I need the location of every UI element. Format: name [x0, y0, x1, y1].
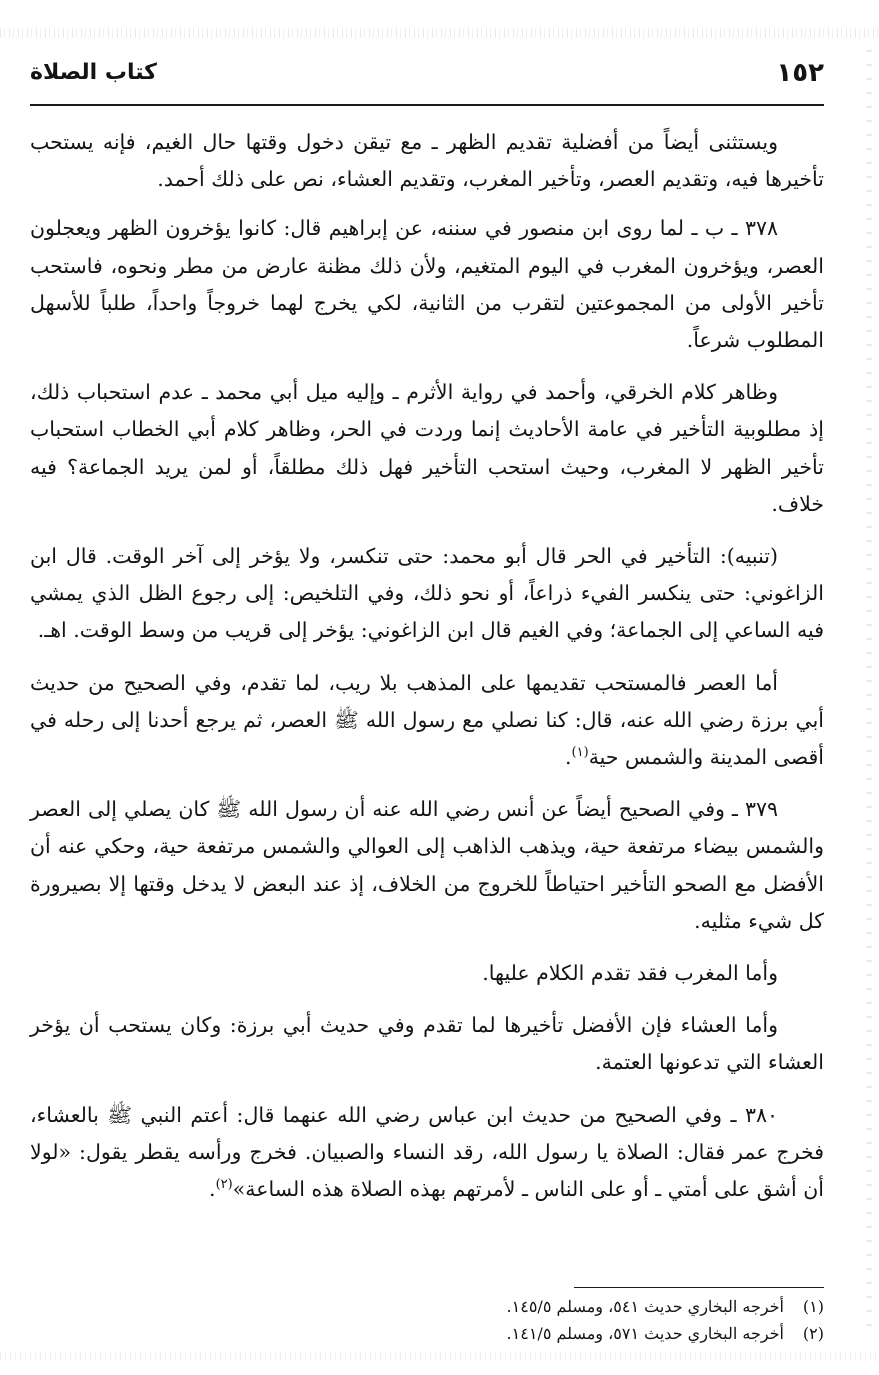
paragraph-text: (تنبيه): التأخير في الحر قال أبو محمد: حتى تنكسر، ولا يؤخر إلى آخر الوقت. قال ابن الزاغوني: حتى ينكسر الفيء ذراعاً، أو نحو ذلك، وفي التلخيص: إلى رجوع الظل الذي يمشي فيه الساعي إلى الجماعة؛ وفي الغيم قال ابن الزاغوني: يؤخر إلى قريب من وسط الوقت. اهـ. — [30, 544, 824, 643]
paragraph — [30, 124, 824, 198]
paragraph — [30, 1007, 824, 1081]
page-number: ١٥٢ — [776, 58, 824, 88]
footnote-rule — [574, 1287, 824, 1288]
scan-noise-top — [0, 28, 879, 38]
paragraph-text: وظاهر كلام الخرقي، وأحمد في رواية الأثرم ـ وإليه ميل أبي محمد ـ عدم استحباب ذلك، إذ مطلوبية التأخير في عامة الأحاديث إنما وردت في الحر، وظاهر كلام أبي الخطاب استحباب تأخير الظهر لا المغرب، وحيث استحب التأخير فهل ذلك مطلقاً، أو لمن يريد الجماعة؟ فيه خلاف. — [30, 380, 824, 516]
footnote-mark: (١) — [802, 1297, 824, 1316]
paragraph-tail: . — [209, 1177, 216, 1202]
paragraph — [30, 791, 824, 940]
footnote-mark: (٢) — [802, 1324, 824, 1343]
paragraph-text: ٣٧٨ ـ ب ـ لما روى ابن منصور في سننه، عن إبراهيم قال: كانوا يؤخرون الظهر ويعجلون العصر، ويؤخرون المغرب في اليوم المتغيم، ولأن ذلك مظنة عارض من مطر ونحوه، فاستحب تأخير الأولى من المجموعتين لتقرب من الثانية، لكي يخرج لهما خروجاً واحداً، طلباً للأسهل المطلوب شرعاً. — [30, 216, 824, 353]
paragraph — [30, 374, 824, 523]
paragraph — [30, 955, 824, 992]
footnote — [30, 1320, 824, 1347]
paragraph-text: ٣٨٠ ـ وفي الصحيح من حديث ابن عباس رضي الله عنهما قال: أعتم النبي ﷺ بالعشاء، فخرج عمر فقال: الصلاة يا رسول الله، رقد النساء والصبيان. فخرج ورأسه يقطر يقول: «لولا أن أشق على أمتي ـ أو على الناس ـ لأمرتهم بهذه الصلاة هذه الساعة» — [30, 1102, 824, 1202]
footnotes — [30, 1293, 824, 1347]
footnote-text: أخرجه البخاري حديث ٥٧١، ومسلم ١٤١/٥. — [506, 1324, 784, 1343]
scan-noise-bottom — [0, 1352, 879, 1360]
paragraph-text: وأما العشاء فإن الأفضل تأخيرها لما تقدم وفي حديث أبي برزة: وكان يستحب أن يؤخر العشاء التي تدعونها العتمة. — [30, 1013, 824, 1075]
footnote-text: أخرجه البخاري حديث ٥٤١، ومسلم ١٤٥/٥. — [506, 1297, 784, 1316]
paragraph — [30, 210, 824, 359]
paragraph-text: ٣٧٩ ـ وفي الصحيح أيضاً عن أنس رضي الله عنه أن رسول الله ﷺ كان يصلي إلى العصر والشمس بيضاء مرتفعة حية، ويذهب الذاهب إلى العوالي والشمس مرتفعة حية، وحكي عنه أن الأفضل مع الصحو التأخير احتياطاً للخروج من الخلاف، إذ عند البعض لا يدخل وقتها إلا بصيرورة كل شيء مثليه. — [30, 797, 824, 933]
paragraph-text: ويستثنى أيضاً من أفضلية تقديم الظهر ـ مع تيقن دخول وقتها حال الغيم، فإنه يستحب تأخيرها فيه، وتقديم العصر، وتأخير المغرب، وتقديم العشاء، نص على ذلك أحمد. — [30, 130, 824, 192]
running-title: كتاب الصلاة — [30, 60, 157, 85]
body-text — [30, 124, 824, 1223]
page-header — [30, 58, 824, 98]
paragraph-tail: . — [565, 745, 572, 770]
paragraph-text: أما العصر فالمستحب تقديمها على المذهب بلا ريب، لما تقدم، وفي الصحيح من حديث أبي برزة رضي الله عنه، قال: كنا نصلي مع رسول الله ﷺ العصر، ثم يرجع أحدنا إلى رحله في أقصى المدينة والشمس حية — [30, 670, 824, 770]
footnote-reference[interactable]: (٢) — [215, 1177, 233, 1193]
paragraph — [30, 538, 824, 650]
paragraph — [30, 1097, 824, 1209]
footnote-reference[interactable]: (١) — [571, 745, 589, 761]
paragraph-text: وأما المغرب فقد تقدم الكلام عليها. — [482, 961, 778, 986]
paragraph — [30, 665, 824, 777]
scan-noise-right — [866, 50, 872, 1330]
footnote — [30, 1293, 824, 1320]
header-rule — [30, 104, 824, 106]
